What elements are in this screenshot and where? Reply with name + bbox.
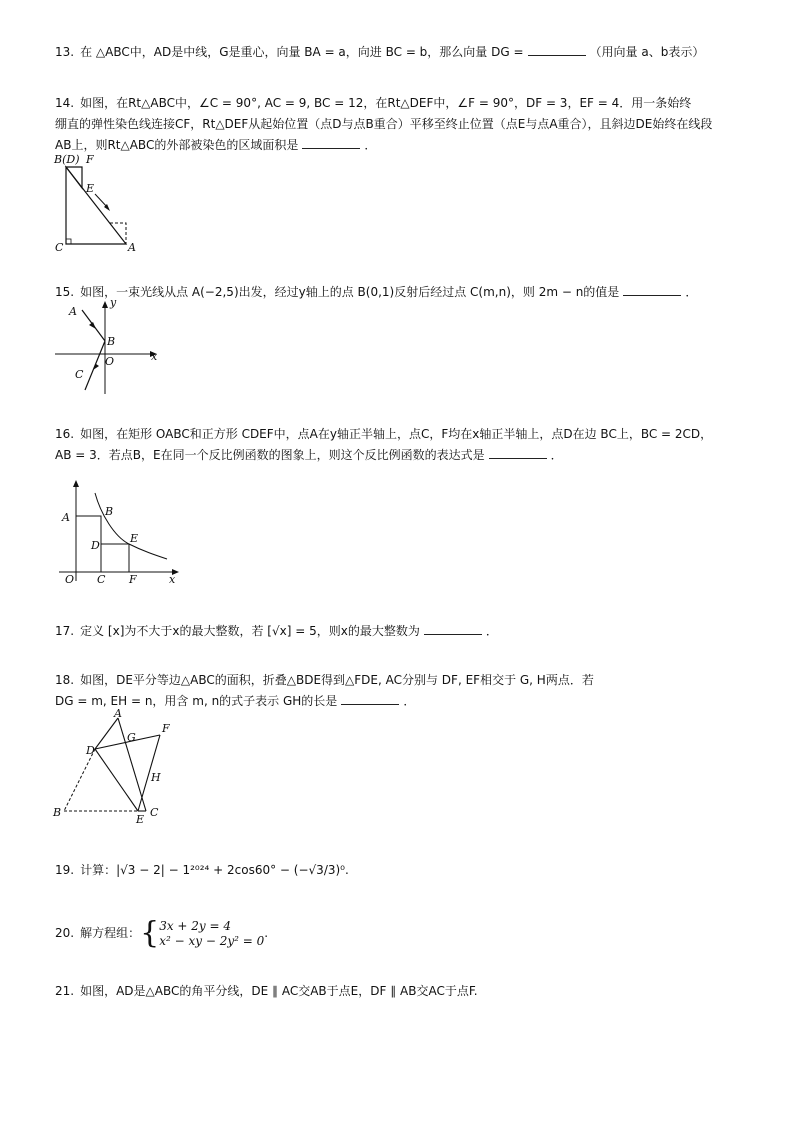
label-x: x xyxy=(151,350,158,363)
question-number: 14. xyxy=(55,96,75,110)
question-end: ． xyxy=(685,285,698,299)
question-19 xyxy=(55,860,755,881)
fold-line-de xyxy=(95,749,138,811)
question-16 xyxy=(55,424,755,466)
question-text-line2: DG = m, EH = n，用含 m, n的式子表示 GH的长是 xyxy=(55,694,338,708)
question-prefix: 解方程组： xyxy=(80,926,141,940)
right-angle-mark xyxy=(66,239,71,244)
question-text: 在 △ABC中，AD是中线，G是重心，向量 BA = a，向进 BC = b，那么向量 DG = xyxy=(80,45,524,59)
label-a: A xyxy=(62,511,70,524)
question-number: 15. xyxy=(55,285,75,299)
reflected-ray xyxy=(85,341,105,390)
label-d: D xyxy=(91,539,100,552)
label-d: D xyxy=(86,744,95,757)
label-e: E xyxy=(86,182,95,195)
y-axis-arrow-icon xyxy=(73,480,79,487)
square-cdef xyxy=(101,544,129,572)
folded-side-db xyxy=(64,749,95,811)
question-number: 17. xyxy=(55,624,75,638)
label-x: x xyxy=(169,573,176,586)
label-f: F xyxy=(86,153,94,166)
equation-system xyxy=(159,919,264,949)
question-text: 定义 [x]为不大于x的最大整数，若 [√x] = 5，则x的最大整数为 xyxy=(80,624,420,638)
question-end: ． xyxy=(485,624,498,638)
label-h: H xyxy=(151,771,161,784)
question-text: 计算：|√3 − 2| − 1²⁰²⁴ + 2cos60° − (−√3/3)⁰. xyxy=(80,863,349,877)
equation-2: x² − xy − 2y² = 0 xyxy=(159,933,265,948)
answer-blank[interactable] xyxy=(424,622,482,635)
answer-blank[interactable] xyxy=(341,692,399,705)
label-o: O xyxy=(65,573,75,586)
question-end: ． xyxy=(550,448,563,462)
label-a: A xyxy=(114,707,122,720)
question-text-line1: 如图，DE平分等边△ABC的面积，折叠△BDE得到△FDE, AC分别与 DF, EF相交于 G, H两点．若 xyxy=(80,673,594,687)
question-text-line2: 绷直的弹性染色线连接CF，Rt△DEF从起始位置（点D与点B重合）平移至终止位置（点E与点A重合），且斜边DE始终在线段 xyxy=(55,117,713,131)
label-e: E xyxy=(136,813,145,826)
label-g: G xyxy=(127,731,136,744)
question-number: 18. xyxy=(55,673,75,687)
question-21 xyxy=(55,981,755,1002)
answer-blank[interactable] xyxy=(623,283,681,296)
label-b-d: B(D) xyxy=(54,153,80,166)
y-axis-arrow-icon xyxy=(102,301,108,308)
equation-1: 3x + 2y = 4 xyxy=(159,918,232,933)
label-e: E xyxy=(130,532,139,545)
incident-arrow-icon xyxy=(89,322,96,329)
figure-16 xyxy=(55,475,185,587)
label-a: A xyxy=(128,241,136,254)
question-note: （用向量 a、b表示） xyxy=(589,45,705,59)
label-b: B xyxy=(53,806,62,819)
inverse-function-curve xyxy=(95,493,167,559)
label-f: F xyxy=(162,722,170,735)
label-c: C xyxy=(75,368,84,381)
question-end: ． xyxy=(364,138,377,152)
label-b: B xyxy=(105,505,114,518)
question-end: ． xyxy=(403,694,416,708)
question-text-line1: 如图，在矩形 OABC和正方形 CDEF中，点A在y轴正半轴上，点C，F均在x轴正半轴上，点D在边 BC上，BC = 2CD， xyxy=(80,427,713,441)
label-c: C xyxy=(55,241,64,254)
question-number: 13. xyxy=(55,45,75,59)
triangle-def xyxy=(66,167,82,188)
question-end: . xyxy=(264,926,269,940)
label-o: O xyxy=(105,355,115,368)
question-number: 20. xyxy=(55,926,75,940)
answer-blank[interactable] xyxy=(489,446,547,459)
question-text-line1: 如图，在Rt△ABC中，∠C = 90°, AC = 9, BC = 12，在Rt△DEF中，∠F = 90°，DF = 3，EF = 4．用一条始终 xyxy=(80,96,692,110)
label-c: C xyxy=(97,573,106,586)
question-number: 16. xyxy=(55,427,75,441)
brace-icon: { xyxy=(140,915,160,951)
question-number: 21. xyxy=(55,984,75,998)
figure-18 xyxy=(50,708,190,824)
question-20 xyxy=(55,915,755,951)
label-b: B xyxy=(107,335,116,348)
question-17 xyxy=(55,621,755,642)
label-y: y xyxy=(110,296,117,309)
question-18 xyxy=(55,670,755,712)
question-text: 如图，一束光线从点 A(−2,5)出发，经过y轴上的点 B(0,1)反射后经过点 C(m,n)，则 2m − n的值是 xyxy=(80,285,620,299)
question-text-line2: AB = 3．若点B，E在同一个反比例函数的图象上，则这个反比例函数的表达式是 xyxy=(55,448,485,462)
answer-blank[interactable] xyxy=(302,136,360,149)
question-number: 19. xyxy=(55,863,75,877)
label-a: A xyxy=(69,305,77,318)
question-14 xyxy=(55,93,755,156)
question-text: 如图，AD是△ABC的角平分线，DE ∥ AC交AB于点E，DF ∥ AB交AC于点F. xyxy=(80,984,478,998)
answer-blank[interactable] xyxy=(528,43,586,56)
question-13 xyxy=(55,42,755,63)
label-f: F xyxy=(129,573,137,586)
label-c: C xyxy=(150,806,159,819)
question-text-line3: AB上，则Rt△ABC的外部被染色的区域面积是 xyxy=(55,138,299,152)
figure-15 xyxy=(55,298,165,396)
figure-14 xyxy=(50,150,150,256)
